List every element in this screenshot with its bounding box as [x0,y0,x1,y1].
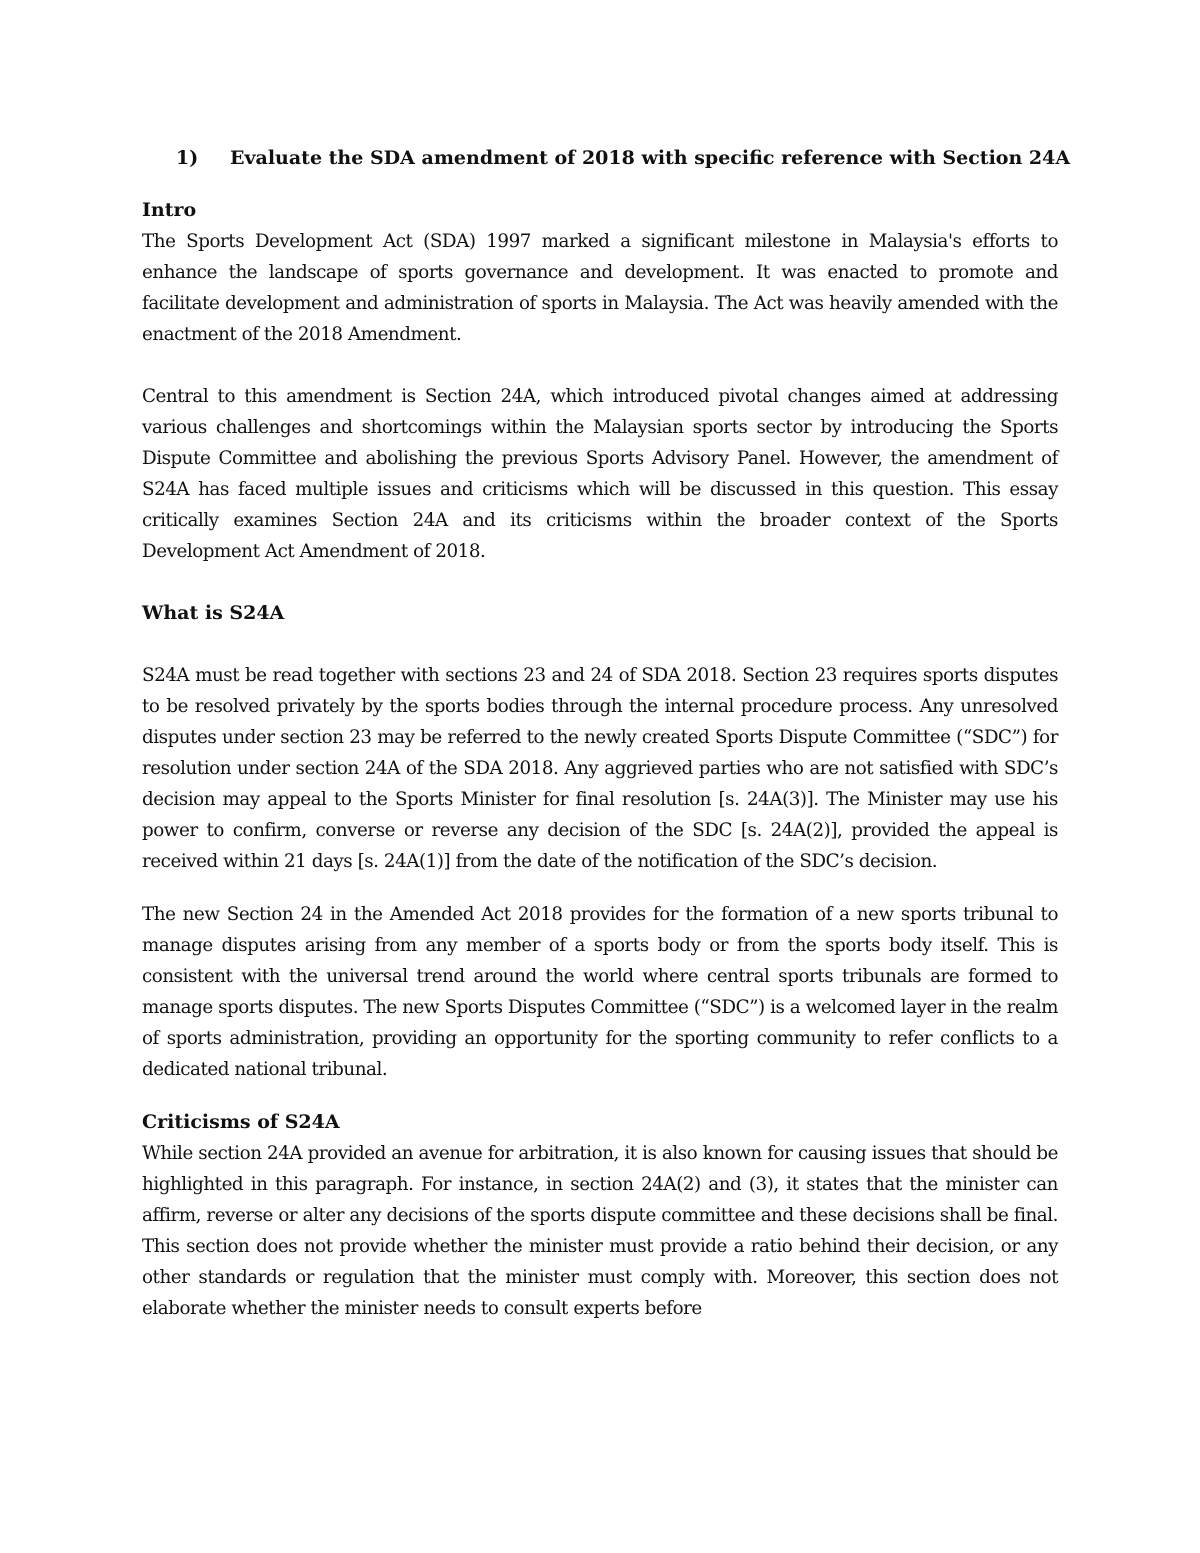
intro-paragraph-1: The Sports Development Act (SDA) 1997 marked a significant milestone in Malaysia's efforts to enhance the landscape of sports governance and development. It was enacted to promote and facilitate development and administration of sports in Malaysia. The Act was heavily amended with the enactment of the 2018 Amendment. [142,231,1058,345]
criticisms-heading: Criticisms of S24A [142,1111,340,1133]
intro-paragraph-2: Central to this amendment is Section 24A, which introduced pivotal changes aimed at addressing various challenges and shortcomings within the Malaysian sports sector by introducing the Sports Dispute Committee and abolishing the previous Sports Advisory Panel. However, the amendment of S24A has faced multiple issues and criticisms which will be discussed in this question. This essay critically examines Section 24A and its criticisms within the broader context of the Sports Development Act Amendment of 2018. [142,386,1058,562]
paragraph-spacer [142,567,1058,598]
paragraph-spacer [142,877,1058,899]
what-paragraph-1: S24A must be read together with sections 23 and 24 of SDA 2018. Section 23 requires sports disputes to be resolved privately by the sports bodies through the internal procedure process. Any unresolved disputes under section 23 may be referred to the newly created Sports Dispute Committee (“SDC”) for resolution under section 24A of the SDA 2018. Any aggrieved parties who are not satisfied with SDC’s decision may appeal to the Sports Minister for final resolution [s. 24A(3)]. The Minister may use his power to confirm, converse or reverse any decision of the SDC [s. 24A(2)], provided the appeal is received within 21 days [s. 24A(1)] from the date of the notification of the SDC’s decision. [142,665,1058,872]
paragraph-spacer [142,1085,1058,1107]
question-heading [142,145,1071,171]
question-number: 1) [176,147,199,169]
what-heading: What is S24A [142,602,285,624]
what-paragraph-2: The new Section 24 in the Amended Act 2018 provides for the formation of a new sports tribunal to manage disputes arising from any member of a sports body or from the sports body itself. This is consistent with the universal trend around the world where central sports tribunals are formed to manage sports disputes. The new Sports Disputes Committee (“SDC”) is a welcomed layer in the realm of sports administration, providing an opportunity for the sporting community to refer conflicts to a dedicated national tribunal. [142,904,1058,1080]
intro-heading: Intro [142,199,197,221]
question-text: Evaluate the SDA amendment of 2018 with specific reference with Section 24A [230,147,1071,169]
document-body [142,145,1071,1324]
criticisms-paragraph-1: While section 24A provided an avenue for arbitration, it is also known for causing issues that should be highlighted in this paragraph. For instance, in section 24A(2) and (3), it states that the minister can affirm, reverse or alter any decisions of the sports dispute committee and these decisions shall be final. This section does not provide whether the minister must provide a ratio behind their decision, or any other standards or regulation that the minister must comply with. Moreover, this section does not elaborate whether the minister needs to consult experts before [142,1143,1058,1319]
paragraph-spacer [142,350,1058,381]
paragraph-spacer [142,629,1058,660]
